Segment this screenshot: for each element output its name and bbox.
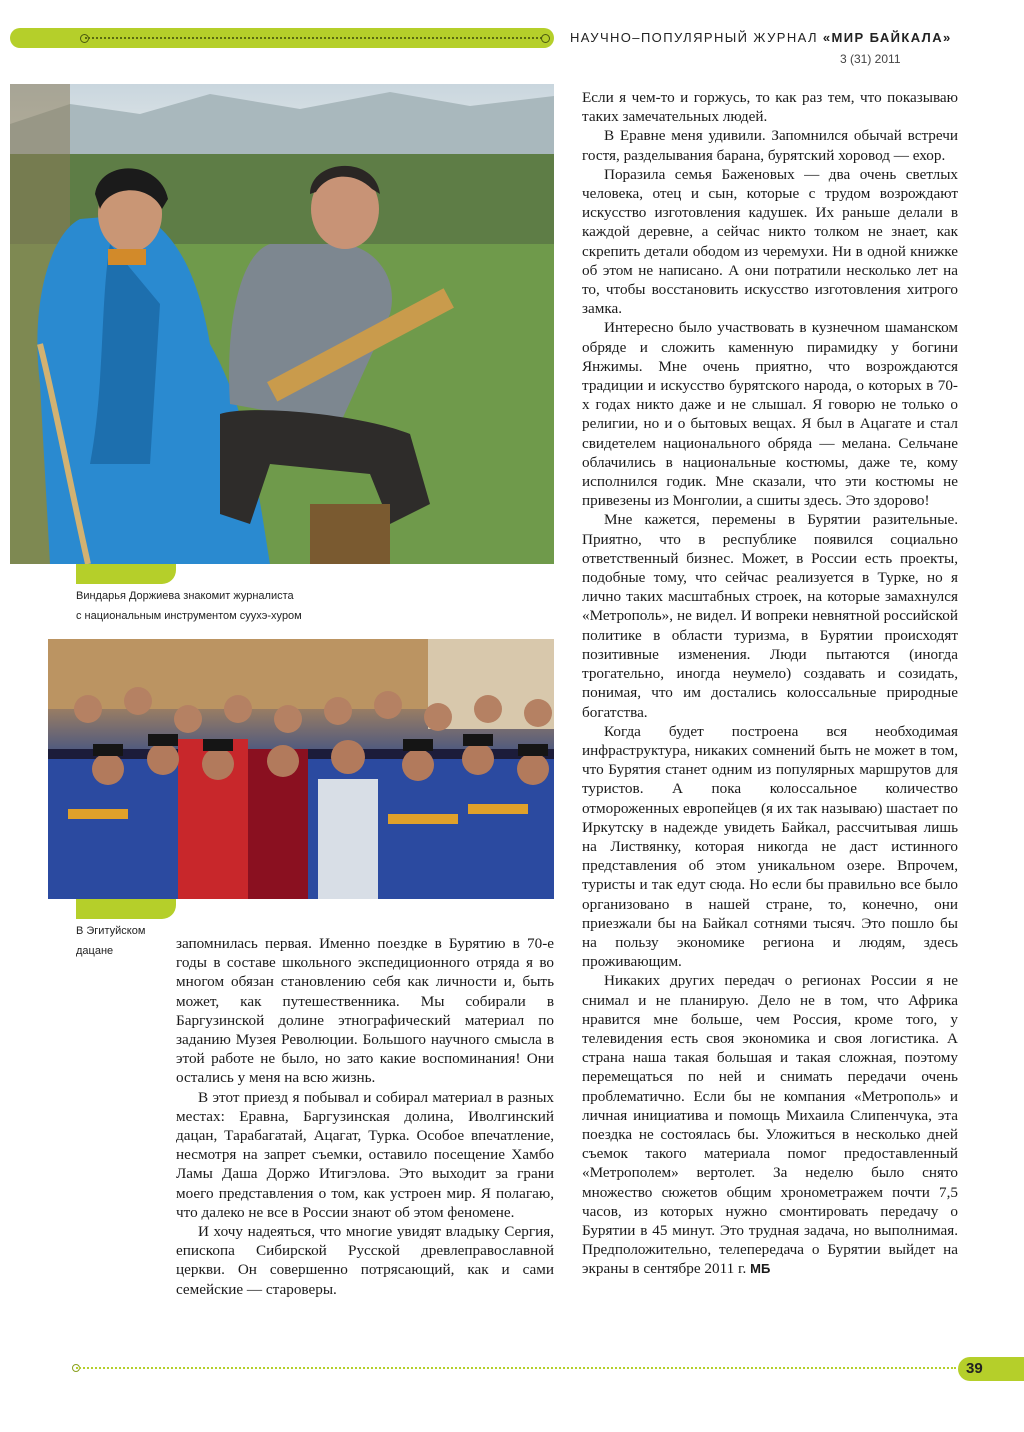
photo-caption-1-line1: Виндарья Доржиева знакомит журналиста xyxy=(76,590,294,602)
caption-tab-1 xyxy=(76,564,176,584)
photo-datsan-group xyxy=(48,639,554,899)
photo-datsan-illustration xyxy=(48,639,554,899)
right-paragraph-4: Интересно было участвовать в кузнечном шаманском обряде и сложить каменную пирамидку у богини Янжимы. Мне очень приятно, что возрождаются традиции и искусство бурятского народа, о которых в 70-х годах никто даже и не слышал. Я говорю не только о религии, но и о бытовых вещах. Я был в Ацагате и стал свидетелем национального обряда — мелана. Сельчане облачились в национальные костюмы, даже те, кому исполнился годик. Мне сказали, что эти костюмы не привезены из Монголии, а сшиты здесь. Это здорово! xyxy=(582,319,958,510)
right-paragraph-3: Поразила семья Баженовых — два очень светлых человека, отец и сын, которые с трудом возрождают искусство изготовления кадушек. Их раньше делали в каждой деревне, а сейчас никто толком не знает, как скрепить детали ободом из черемухи. Ни в одной книжке об этом не написано. А они потратили несколько лет на то, чтобы восстановить искусство изготовления хитрого замка. xyxy=(582,165,958,318)
right-paragraph-2: В Еравне меня удивили. Запомнился обычай встречи гостя, разделывания барана, бурятский хоровод — ехор. xyxy=(582,127,958,164)
header-dotted-line xyxy=(85,37,546,39)
caption-tab-2 xyxy=(76,899,176,919)
left-paragraph-2: В этот приезд я побывал и собирал материал в разных местах: Еравна, Баргузинская долина, Иволгинский дацан, Тарабагатай, Ацагат, Турка. Особое впечатление, несмотря на запрет съемки, оставило посещение Хамбо Ламы Даша Доржо Итигэлова. Это выходит за грани моего представления о том, как устроен мир. Я полагаю, что далеко не все в России знают об этом феномене. xyxy=(176,1088,554,1221)
left-paragraph-1: запомнилась первая. Именно поездке в Бурятию в 70-е годы в составе школьного экспедиционного отряда я во многом обязан становлению себя как личности и, быть может, как путешественника. Мы собирали в Баргузинской долине этнографический материал по заданию Музея Революции. Большого научного смысла в этой работе не было, но зато какие воспоминания! Они остались у меня на всю жизнь. xyxy=(176,935,554,1087)
photo-caption-1 xyxy=(76,586,376,626)
right-paragraph-7-text: Никаких других передач о регионах России я не снимал и не планирую. Дело не в том, что Африка нравится мне больше, чем Россия, кроме того, у телевидения есть своя экономика и своя логистика. А страна наша такая большая и такая сложная, поэтому перемещаться по ней и снимать передачи очень проблематично. Если бы не компания «Метрополь» и личная инициатива и помощь Михаила Слипенчука, эта поездка не состоялась бы. Уложиться в несколько дней съемок такого материала помог предоставленный «Метрополем» вертолет. За неделю было снято множество сюжетов общим хронометражем почти 7,5 часов, из которых нужно смонтировать передачу о Бурятии в 45 минут. Это трудная задача, но выполнимая. Предположительно, телепередача о Бурятии выйдет на экраны в сентябре 2011 г. xyxy=(582,972,958,1278)
right-paragraph-5: Мне кажется, перемены в Бурятии разительные. Приятно, что в республике появился социально ответственный бизнес. Может, в России есть проекты, подобные тому, что сейчас реализуется в Турке, но я лично таких масштабных строек, на которые замахнулся «Метрополь», не видел. И вопреки невнятной российской политике в области туризма, в Бурятии происходят позитивные изменения. Люди пытаются (иногда трогательно, иногда неумело) создавать и созидать, понимая, что им достались колоссальные природные богатства. xyxy=(582,511,958,721)
right-paragraph-7 xyxy=(582,971,958,1278)
photo-caption-1-line2: с национальным инструментом суухэ-хуром xyxy=(76,610,302,622)
journal-prefix: НАУЧНО–ПОПУЛЯРНЫЙ ЖУРНАЛ xyxy=(570,30,823,45)
journal-title xyxy=(570,30,1018,45)
journal-name: «МИР БАЙКАЛА» xyxy=(822,30,952,45)
photo-caption-2-line2: дацане xyxy=(76,945,114,957)
issue-number: 3 (31) 2011 xyxy=(840,52,901,66)
photo-caption-2-line1: В Эгитуйском xyxy=(76,925,146,937)
page-number: 39 xyxy=(958,1357,1024,1381)
right-paragraph-1: Если я чем-то и горжусь, то как раз тем, что показываю таких замечательных людей. xyxy=(582,89,958,126)
footer-dotted-line xyxy=(76,1367,956,1369)
header-accent-bar xyxy=(10,28,554,48)
left-paragraph-3: И хочу надеяться, что многие увидят владыку Сергия, епископа Сибирской Русской древлеправославной церкви. Он совершенно потрясающий, как и сами семейские — староверы. xyxy=(176,1223,554,1298)
article-left-column xyxy=(176,934,554,1299)
photo-interview-illustration xyxy=(10,84,554,564)
header-dot-right xyxy=(541,34,550,43)
photo-interview xyxy=(10,84,554,564)
photo-caption-2 xyxy=(76,921,166,961)
article-right-column xyxy=(582,88,958,1279)
right-paragraph-6: Когда будет построена вся необходимая инфраструктура, никаких сомнений быть не может в том, что Бурятия станет одним из популярных маршрутов для туристов. А пока колоссальное количество отмороженных европейцев (я их так называю) шастает по Иркутску в надежде увидеть Байкал, рассчитывая лишь на Листвянку, которая никогда не даст истинного представления об этом уникальном озере. Впрочем, туристы и так едут сюда. Но если бы правильно все было организовано в нашей стране, то, конечно, они приезжали бы на Байкал сотнями тысяч. Это пошло бы на пользу экономике региона и людям, здесь проживающим. xyxy=(582,722,958,971)
signature: МБ xyxy=(750,1261,771,1277)
